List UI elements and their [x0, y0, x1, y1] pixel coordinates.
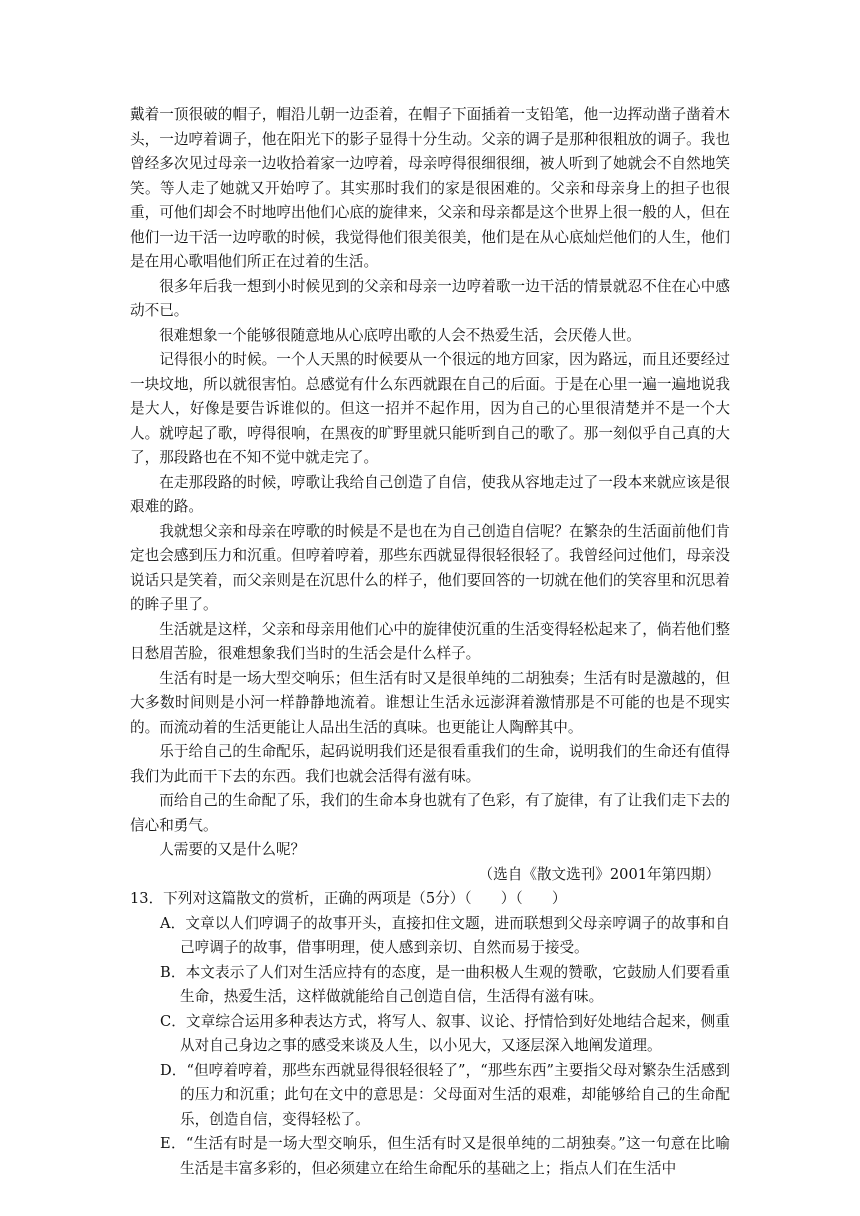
paragraph: 人需要的又是什么呢？: [159, 841, 306, 858]
paragraph: 很多年后我一想到小时候见到的父亲和母亲一边哼着歌一边干活的情景就忍不住在心中感动不已。: [130, 277, 730, 319]
option-text: “但哼着哼着，那些东西就显得很轻很轻了”，“那些东西”主要指父母对繁杂生活感到的压力和沉重；此句在文中的意思是：父母面对生活的艰难，却能够给自己的生命配乐，创造自信，变得轻松了。: [180, 1061, 730, 1128]
option-letter: B．: [160, 963, 186, 981]
paragraph: 我就想父亲和母亲在哼歌的时候是不是也在为自己创造自信呢？在繁杂的生活面前他们肯定也会感到压力和沉重。但哼着哼着，那些东西就显得很轻很轻了。我曾经问过他们，母亲没说话只是笑着，而父亲则是在沉思什么的样子，他们要回答的一切就在他们的笑容里和沉思着的眸子里了。: [130, 522, 730, 613]
option-text: 文章以人们哼调子的故事开头，直接扣住文题，进而联想到父母亲哼调子的故事和自己哼调子的故事，借事明理，使人感到亲切、自然而易于接受。: [180, 914, 730, 956]
option-text: 文章综合运用多种表达方式，将写人、叙事、议论、抒情恰到好处地结合起来，侧重从对自己身边之事的感受来谈及人生，以小见大，又逐层深入地阐发道理。: [180, 1012, 730, 1054]
option-text: 本文表示了人们对生活应持有的态度，是一曲积极人生观的赞歌，它鼓励人们要看重生命，热爱生活，这样做就能给自己创造自信，生活得有滋有味。: [180, 963, 730, 1005]
paragraph: 生活就是这样，父亲和母亲用他们心中的旋律使沉重的生活变得轻松起来了，倘若他们整日愁眉苦脸，很难想象我们当时的生活会是什么样子。: [130, 620, 730, 662]
option-letter: E．: [160, 1135, 186, 1152]
source-citation: （选自《散文选刊》2001年第四期）: [478, 865, 720, 883]
option-a: [130, 912, 730, 961]
option-c: [130, 1010, 730, 1059]
option-b: [130, 961, 730, 1010]
option-text: “生活有时是一场大型交响乐，但生活有时又是很单纯的二胡独奏。”这一句意在比喻生活是丰富多彩的，但必须建立在给生命配乐的基础之上；指点人们在生活中: [180, 1135, 731, 1177]
option-d: [130, 1059, 730, 1133]
question-stem: 13．下列对这篇散文的赏析，正确的两项是（5分）（ ）（ ）: [130, 890, 567, 907]
paragraph: 乐于给自己的生命配乐，起码说明我们还是很看重我们的生命，说明我们的生命还有值得我们为此而干下去的东西。我们也就会活得有滋有味。: [130, 743, 730, 785]
paragraph: 而给自己的生命配了乐，我们的生命本身也就有了色彩，有了旋律，有了让我们走下去的信心和勇气。: [130, 792, 730, 834]
paragraph: 记得很小的时候。一个人天黑的时候要从一个很远的地方回家，因为路远，而且还要经过一块坟地，所以就很害怕。总感觉有什么东西就跟在自己的后面。于是在心里一遍一遍地说我是大人，好像是要告诉谁似的。但这一招并不起作用，因为自己的心里很清楚并不是一个大人。就哼起了歌，哼得很响，在黑夜的旷野里就只能听到自己的歌了。那一刻似乎自己真的大了，那段路也在不知不觉中就走完了。: [130, 351, 730, 466]
option-letter: D．: [160, 1061, 187, 1079]
paragraph: 在走那段路的时候，哼歌让我给自己创造了自信，使我从容地走过了一段本来就应该是很艰难的路。: [130, 473, 730, 515]
option-letter: A．: [160, 914, 186, 932]
option-e: [130, 1132, 730, 1181]
paragraph: 生活有时是一场大型交响乐；但生活有时又是很单纯的二胡独奏；生活有时是激越的，但大多数时间则是小河一样静静地流着。谁想让生活永远澎湃着激情那是不可能的也是不现实的。而流动着的生活更能让人品出生活的真味。也更能让人陶醉其中。: [130, 669, 730, 736]
document-page: [130, 103, 730, 1181]
paragraph-continued: 戴着一顶很破的帽子，帽沿儿朝一边歪着，在帽子下面插着一支铅笔，他一边挥动凿子凿着木头，一边哼着调子，他在阳光下的影子显得十分生动。父亲的调子是那种很粗放的调子。我也曾经多次见过母亲一边收拾着家一边哼着，母亲哼得很细很细，被人听到了她就会不自然地笑笑。等人走了她就又开始哼了。其实那时我们的家是很困难的。父亲和母亲身上的担子也很重，可他们却会不时地哼出他们心底的旋律来，父亲和母亲都是这个世界上很一般的人，但在他们一边干活一边哼歌的时候，我觉得他们很美很美，他们是在从心底灿烂他们的人生，他们是在用心歌唱他们所正在过着的生活。: [130, 106, 730, 270]
option-letter: C．: [160, 1012, 186, 1030]
paragraph: 很难想象一个能够很随意地从心底哼出歌的人会不热爱生活，会厌倦人世。: [159, 326, 641, 344]
